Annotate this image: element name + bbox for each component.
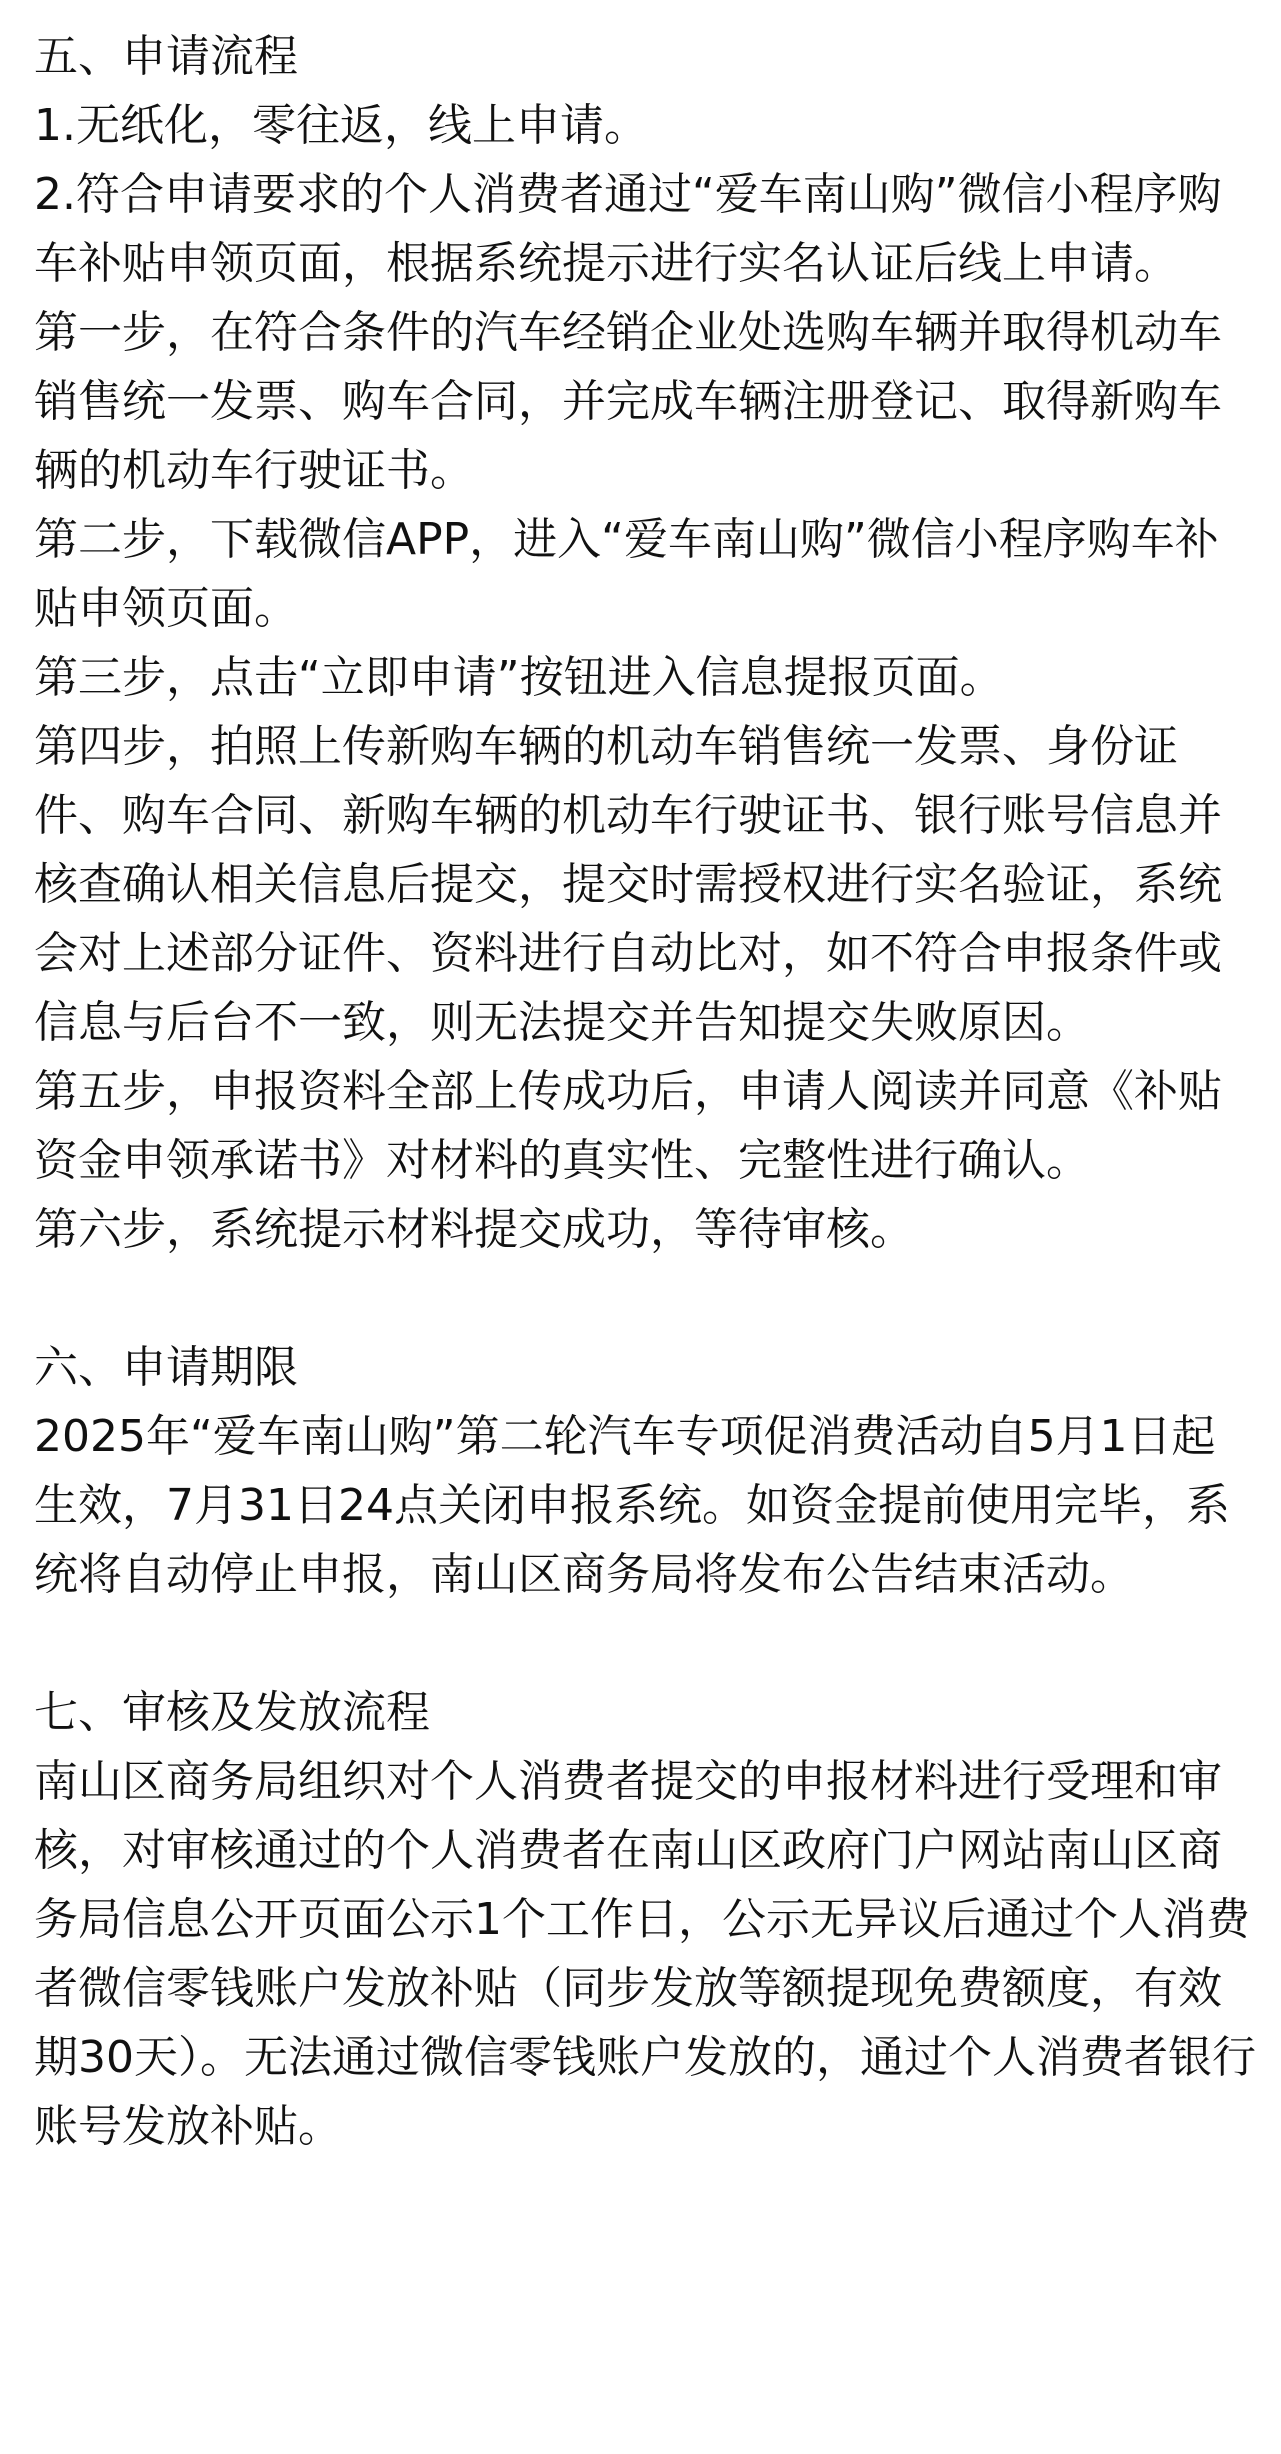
paragraph-step-5: 第五步，申报资料全部上传成功后，申请人阅读并同意《补贴资金申领承诺书》对材料的真实性、完整性进行确认。 [34,1066,1222,1186]
paragraph-step-6: 第六步，系统提示材料提交成功，等待审核。 [34,1204,914,1255]
section-application-period [34,1333,1257,1609]
paragraph: 南山区商务局组织对个人消费者提交的申报材料进行受理和审核，对审核通过的个人消费者在南山区政府门户网站南山区商务局信息公开页面公示1个工作日，公示无异议后通过个人消费者微信零钱账户发放补贴（同步发放等额提现免费额度，有效期30天）。无法通过微信零钱账户发放的，通过个人消费者银行账号发放补贴。 [34,1756,1256,2152]
paragraph: 2.符合申请要求的个人消费者通过“爱车南山购”微信小程序购车补贴申领页面，根据系统提示进行实名认证后线上申请。 [34,169,1222,289]
paragraph-step-3: 第三步，点击“立即申请”按钮进入信息提报页面。 [34,652,1004,703]
paragraph-step-2: 第二步，下载微信APP，进入“爱车南山购”微信小程序购车补贴申领页面。 [34,514,1219,634]
section-heading: 六、申请期限 [34,1342,298,1393]
section-application-process [34,22,1257,1264]
paragraph: 2025年“爱车南山购”第二轮汽车专项促消费活动自5月1日起生效，7月31日24点关闭申报系统。如资金提前使用完毕，系统将自动停止申报，南山区商务局将发布公告结束活动。 [34,1411,1230,1600]
section-heading: 七、审核及发放流程 [34,1687,430,1738]
section-review-and-payment [34,1678,1257,2161]
paragraph-step-1: 第一步，在符合条件的汽车经销企业处选购车辆并取得机动车销售统一发票、购车合同，并完成车辆注册登记、取得新购车辆的机动车行驶证书。 [34,307,1222,496]
section-heading: 五、申请流程 [34,31,298,82]
paragraph: 1.无纸化，零往返，线上申请。 [34,100,648,151]
paragraph-step-4: 第四步，拍照上传新购车辆的机动车销售统一发票、身份证件、购车合同、新购车辆的机动车行驶证书、银行账号信息并核查确认相关信息后提交，提交时需授权进行实名验证，系统会对上述部分证件、资料进行自动比对，如不符合申报条件或信息与后台不一致，则无法提交并告知提交失败原因。 [34,721,1222,1048]
